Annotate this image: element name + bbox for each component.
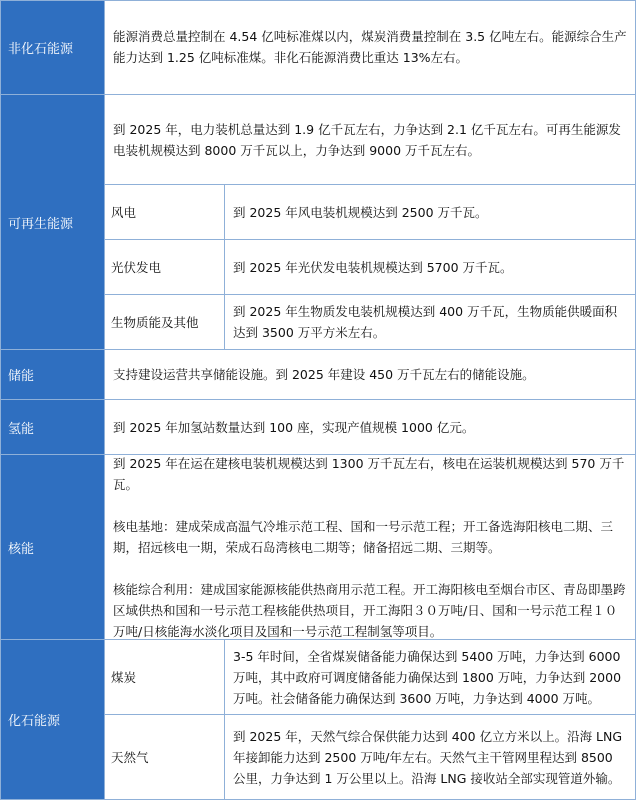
renewable-solar-text: 到 2025 年光伏发电装机规模达到 5700 万千瓦。 — [225, 240, 636, 295]
nuclear-paragraph-utilization: 核能综合利用：建成国家能源核能供热商用示范工程。开工海阳核电至烟台市区、青岛即墨跨区域供热和国和一号示范工程核能供热项目，开工海阳３０万吨/日、国和一号示范工程１０万吨/日核能海水淡化项目及国和一号示范工程制氢等项目。 — [113, 581, 626, 639]
storage-text: 支持建设运营共享储能设施。到 2025 年建设 450 万千瓦左右的储能设施。 — [105, 350, 636, 400]
category-renewable: 可再生能源 — [0, 95, 105, 350]
renewable-summary — [105, 95, 636, 185]
nuclear-paragraphs — [113, 453, 629, 642]
renewable-biomass-text — [225, 295, 636, 350]
fossil-coal-label: 煤炭 — [105, 640, 225, 715]
paragraph-gap — [113, 558, 629, 579]
category-hydrogen: 氢能 — [0, 400, 105, 455]
category-fossil-free: 非化石能源 — [0, 0, 105, 95]
nuclear-text — [105, 455, 636, 640]
hydrogen-text: 到 2025 年加氢站数量达到 100 座，实现产值规模 1000 亿元。 — [105, 400, 636, 455]
nuclear-paragraph-bases: 核电基地：建成荣成高温气冷堆示范工程、国和一号示范工程；开工备选海阳核电二期、三期，招远核电一期，荣成石岛湾核电二期等；储备招远二期、三期等。 — [113, 518, 614, 555]
category-storage: 储能 — [0, 350, 105, 400]
renewable-biomass-label: 生物质能及其他 — [105, 295, 225, 350]
nuclear-paragraph-capacity: 到 2025 年在运在建核电装机规模达到 1300 万千瓦左右，核电在运装机规模达到 570 万千瓦。 — [113, 455, 625, 492]
fossil-free-paragraph: 能源消费总量控制在 4.54 亿吨标准煤以内，煤炭消费量控制在 3.5 亿吨左右。能源综合生产能力达到 1.25 亿吨标准煤。非化石能源消费比重达 13%左右。 — [113, 29, 627, 65]
renewable-solar-label: 光伏发电 — [105, 240, 225, 295]
renewable-summary-paragraph: 到 2025 年，电力装机总量达到 1.9 亿千瓦左右，力争达到 2.1 亿千瓦左右。可再生能源发电装机规模达到 8000 万千瓦以上，力争达到 9000 万千瓦左右。 — [113, 121, 621, 158]
fossil-gas-text — [225, 715, 636, 800]
renewable-wind-label: 风电 — [105, 185, 225, 240]
renewable-wind-text: 到 2025 年风电装机规模达到 2500 万千瓦。 — [225, 185, 636, 240]
fossil-gas-label: 天然气 — [105, 715, 225, 800]
fossil-gas-paragraph: 到 2025 年，天然气综合保供能力达到 400 亿立方米以上。沿海 LNG 年接卸能力达到 2500 万吨/年左右。天然气主干管网里程达到 8500 公里，力争达到 1 万公里以上。沿海 LNG 接收站全部实现管道外输。 — [233, 728, 623, 786]
fossil-coal-paragraph: 3-5 年时间，全省煤炭储备能力确保达到 5400 万吨，力争达到 6000 万吨，其中政府可调度储备能力确保达到 1800 万吨，力争达到 2000 万吨。社会储备能力确保达到 3600 万吨，力争达到 4000 万吨。 — [233, 648, 622, 706]
category-fossil: 化石能源 — [0, 640, 105, 800]
fossil-coal-text — [225, 640, 636, 715]
renewable-biomass-paragraph: 到 2025 年生物质发电装机规模达到 400 万千瓦，生物质能供暖面积达到 3500 万平方米左右。 — [233, 304, 618, 340]
category-nuclear: 核能 — [0, 455, 105, 640]
fossil-free-text — [105, 0, 636, 95]
paragraph-gap — [113, 495, 629, 516]
